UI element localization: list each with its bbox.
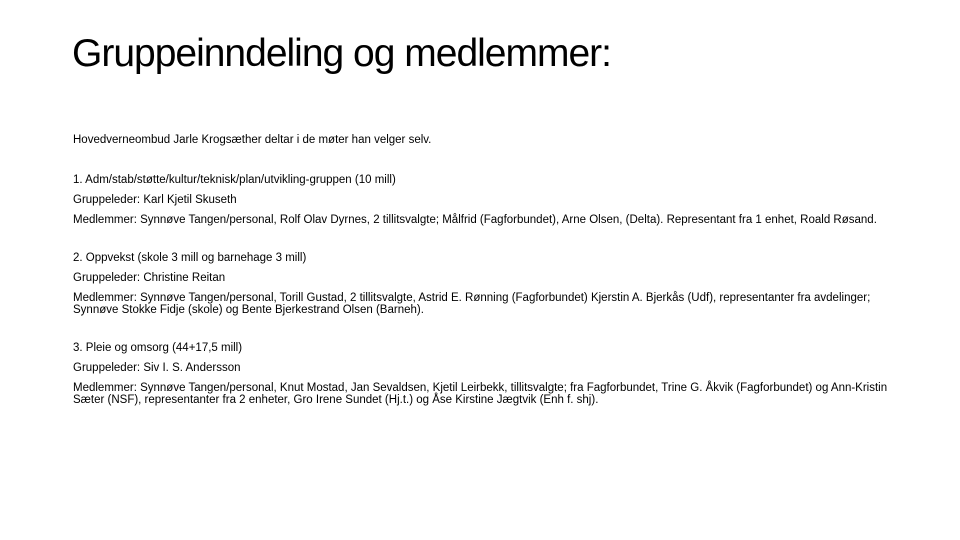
- group-heading: 1. Adm/stab/støtte/kultur/teknisk/plan/utvikling-gruppen (10 mill): [73, 174, 396, 186]
- group-heading: 2. Oppvekst (skole 3 mill og barnehage 3 mill): [73, 252, 307, 264]
- group-leader: Gruppeleder: Karl Kjetil Skuseth: [73, 194, 237, 206]
- intro-text: Hovedverneombud Jarle Krogsæther deltar i de møter han velger selv.: [73, 134, 432, 146]
- group-section-2: [73, 252, 903, 316]
- group-leader: Gruppeleder: Christine Reitan: [73, 272, 226, 284]
- group-members: Medlemmer: Synnøve Tangen/personal, Knut Mostad, Jan Sevaldsen, Kjetil Leirbekk, tillitsvalgte; fra Fagforbundet, Trine G. Åkvik (Fagforbundet) og Ann-Kristin Sæter (NSF), representanter fra 2 enheter, Gro Irene Sundet (Hj.t.) og Åse Kirstine Jægtvik (Enh f. shj).: [73, 382, 888, 406]
- group-heading: 3. Pleie og omsorg (44+17,5 mill): [73, 342, 243, 354]
- slide-title: Gruppeinndeling og medlemmer:: [72, 32, 611, 75]
- group-members: Medlemmer: Synnøve Tangen/personal, Torill Gustad, 2 tillitsvalgte, Astrid E. Rønning (Fagforbundet) Kjerstin A. Bjerkås (Udf), representanter fra avdelinger; Synnøve Stokke Fidje (skole) og Bente Bjerkestrand Olsen (Barneh).: [73, 292, 871, 316]
- group-members: Medlemmer: Synnøve Tangen/personal, Rolf Olav Dyrnes, 2 tillitsvalgte; Målfrid (Fagforbundet), Arne Olsen, (Delta). Representant fra 1 enhet, Roald Røsand.: [73, 214, 877, 226]
- slide-body: [73, 134, 903, 432]
- group-section-1: [73, 174, 903, 226]
- group-leader: Gruppeleder: Siv I. S. Andersson: [73, 362, 241, 374]
- group-section-3: [73, 342, 903, 406]
